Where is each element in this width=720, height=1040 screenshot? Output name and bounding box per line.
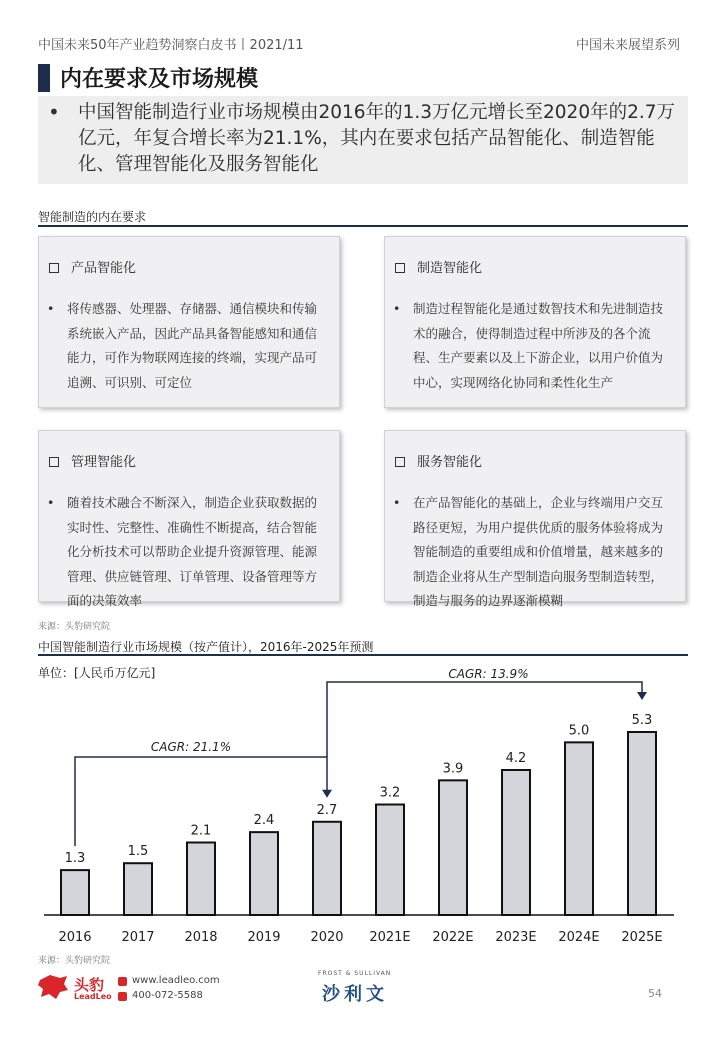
card-product-intelligence: [38, 236, 340, 408]
card-text: 在产品智能化的基础上，企业与终端用户交互路径更短，为用户提供优质的服务体验将成为智能制造的重要组成和价值增量，越来越多的制造企业将从生产型制造向服务型制造转型，制造与服务的边界逐渐模糊: [413, 495, 664, 608]
series-name: 中国未来展望系列: [575, 38, 680, 53]
section-marker: [38, 64, 50, 92]
card-service-intelligence: [384, 430, 686, 608]
tick-label-2017: 2017: [121, 930, 155, 945]
checkbox-icon: [395, 457, 405, 467]
bullet-icon: •: [393, 301, 401, 316]
tick-label-2021E: 2021E: [369, 930, 411, 945]
partner-logo-en: FROST & SULLIVAN: [318, 970, 392, 977]
bar-2017: [124, 863, 152, 915]
arrow-down-icon: [637, 692, 647, 700]
bar-2019: [250, 832, 278, 915]
data-label-2021E: 3.2: [379, 785, 401, 801]
bar-2021E: [376, 805, 404, 915]
heading-rule: [38, 225, 688, 227]
summary-bullet: •: [48, 100, 60, 124]
leadleo-logo-en: LeadLeo: [74, 992, 112, 1001]
document-header-title: 中国未来50年产业趋势洞察白皮书丨2021/11: [38, 38, 304, 53]
section-title: 内在要求及市场规模: [60, 67, 259, 92]
data-label-2022E: 3.9: [442, 761, 464, 777]
tick-label-2022E: 2022E: [432, 930, 474, 945]
chart-rule: [38, 654, 688, 656]
data-label-2023E: 4.2: [505, 750, 527, 766]
bullet-icon: •: [47, 301, 55, 316]
data-label-2020: 2.7: [316, 802, 338, 818]
requirements-source: 来源：头豹研究院: [38, 622, 111, 632]
bullet-icon: •: [393, 495, 401, 510]
card-title: 制造智能化: [417, 261, 483, 276]
chart-title: 中国智能制造行业市场规模（按产值计），2016年-2025年预测: [38, 640, 374, 654]
chart-unit: 单位：[人民币万亿元]: [38, 666, 156, 680]
checkbox-icon: [49, 263, 59, 273]
bar-2023E: [502, 770, 530, 915]
data-label-2024E: 5.0: [568, 723, 590, 739]
data-label-2018: 2.1: [190, 823, 212, 839]
tick-label-2024E: 2024E: [558, 930, 600, 945]
data-label-2025E: 5.3: [631, 713, 653, 728]
cagr-bracket-2: [327, 682, 642, 757]
card-title: 产品智能化: [71, 261, 137, 276]
bar-2025E: [628, 732, 656, 915]
card-manufacturing-intelligence: [384, 236, 686, 408]
card-title: 管理智能化: [71, 455, 137, 470]
tick-label-2018: 2018: [184, 930, 218, 945]
checkbox-icon: [49, 457, 59, 467]
bar-2016: [61, 870, 89, 915]
card-text: 制造过程智能化是通过数智技术和先进制造技术的融合，使得制造过程中所涉及的各个流程、生产要素以及上下游企业，以用户价值为中心，实现网络化协同和柔性化生产: [413, 301, 664, 390]
web-icon: [118, 977, 127, 986]
requirements-heading: 智能制造的内在要求: [38, 210, 147, 224]
checkbox-icon: [395, 263, 405, 273]
card-title: 服务智能化: [417, 455, 483, 470]
bullet-icon: •: [47, 495, 55, 510]
leadleo-logo-cn: 头豹: [74, 976, 105, 994]
data-label-2016: 1.3: [64, 851, 86, 867]
data-label-2019: 2.4: [253, 813, 275, 829]
arrow-down-icon: [322, 790, 332, 798]
website-link[interactable]: www.leadleo.com: [132, 975, 220, 986]
cagr-label-1: CAGR: 21.1%: [150, 740, 232, 754]
tick-label-2020: 2020: [310, 930, 344, 945]
bar-2018: [187, 842, 215, 915]
card-text: 随着技术融合不断深入，制造企业获取数据的实时性、完整性、准确性不断提高，结合智能化分析技术可以帮助企业提升资源管理、能源管理、供应链管理、订单管理、设备管理等方面的决策效率: [67, 495, 318, 608]
cagr-label-2: CAGR: 13.9%: [448, 667, 529, 681]
bar-2020: [313, 822, 341, 915]
bar-chart: [0, 660, 720, 955]
tick-label-2019: 2019: [247, 930, 281, 945]
leadleo-logo-icon: [36, 972, 70, 1002]
data-label-2017: 1.5: [127, 844, 149, 860]
tick-label-2023E: 2023E: [495, 930, 537, 945]
card-management-intelligence: [38, 430, 340, 608]
tick-label-2016: 2016: [58, 930, 92, 945]
phone-icon: [118, 992, 127, 1001]
phone-number: 400-072-5588: [132, 990, 203, 1001]
partner-logo-cn: 沙利文: [322, 984, 388, 1005]
summary-text: 中国智能制造行业市场规模由2016年的1.3万亿元增长至2020年的2.7万亿元，年复合增长率为21.1%，其内在要求包括产品智能化、制造智能化、管理智能化及服务智能化: [78, 102, 676, 175]
page-number: 54: [648, 987, 662, 1000]
chart-source: 来源：头豹研究院: [38, 956, 111, 966]
bar-2024E: [565, 742, 593, 915]
card-text: 将传感器、处理器、存储器、通信模块和传输系统嵌入产品，因此产品具备智能感知和通信能力，可作为物联网连接的终端，实现产品可追溯、可识别、可定位: [67, 301, 318, 390]
bar-2022E: [439, 780, 467, 915]
summary-box: [38, 96, 688, 184]
tick-label-2025E: 2025E: [621, 930, 663, 945]
